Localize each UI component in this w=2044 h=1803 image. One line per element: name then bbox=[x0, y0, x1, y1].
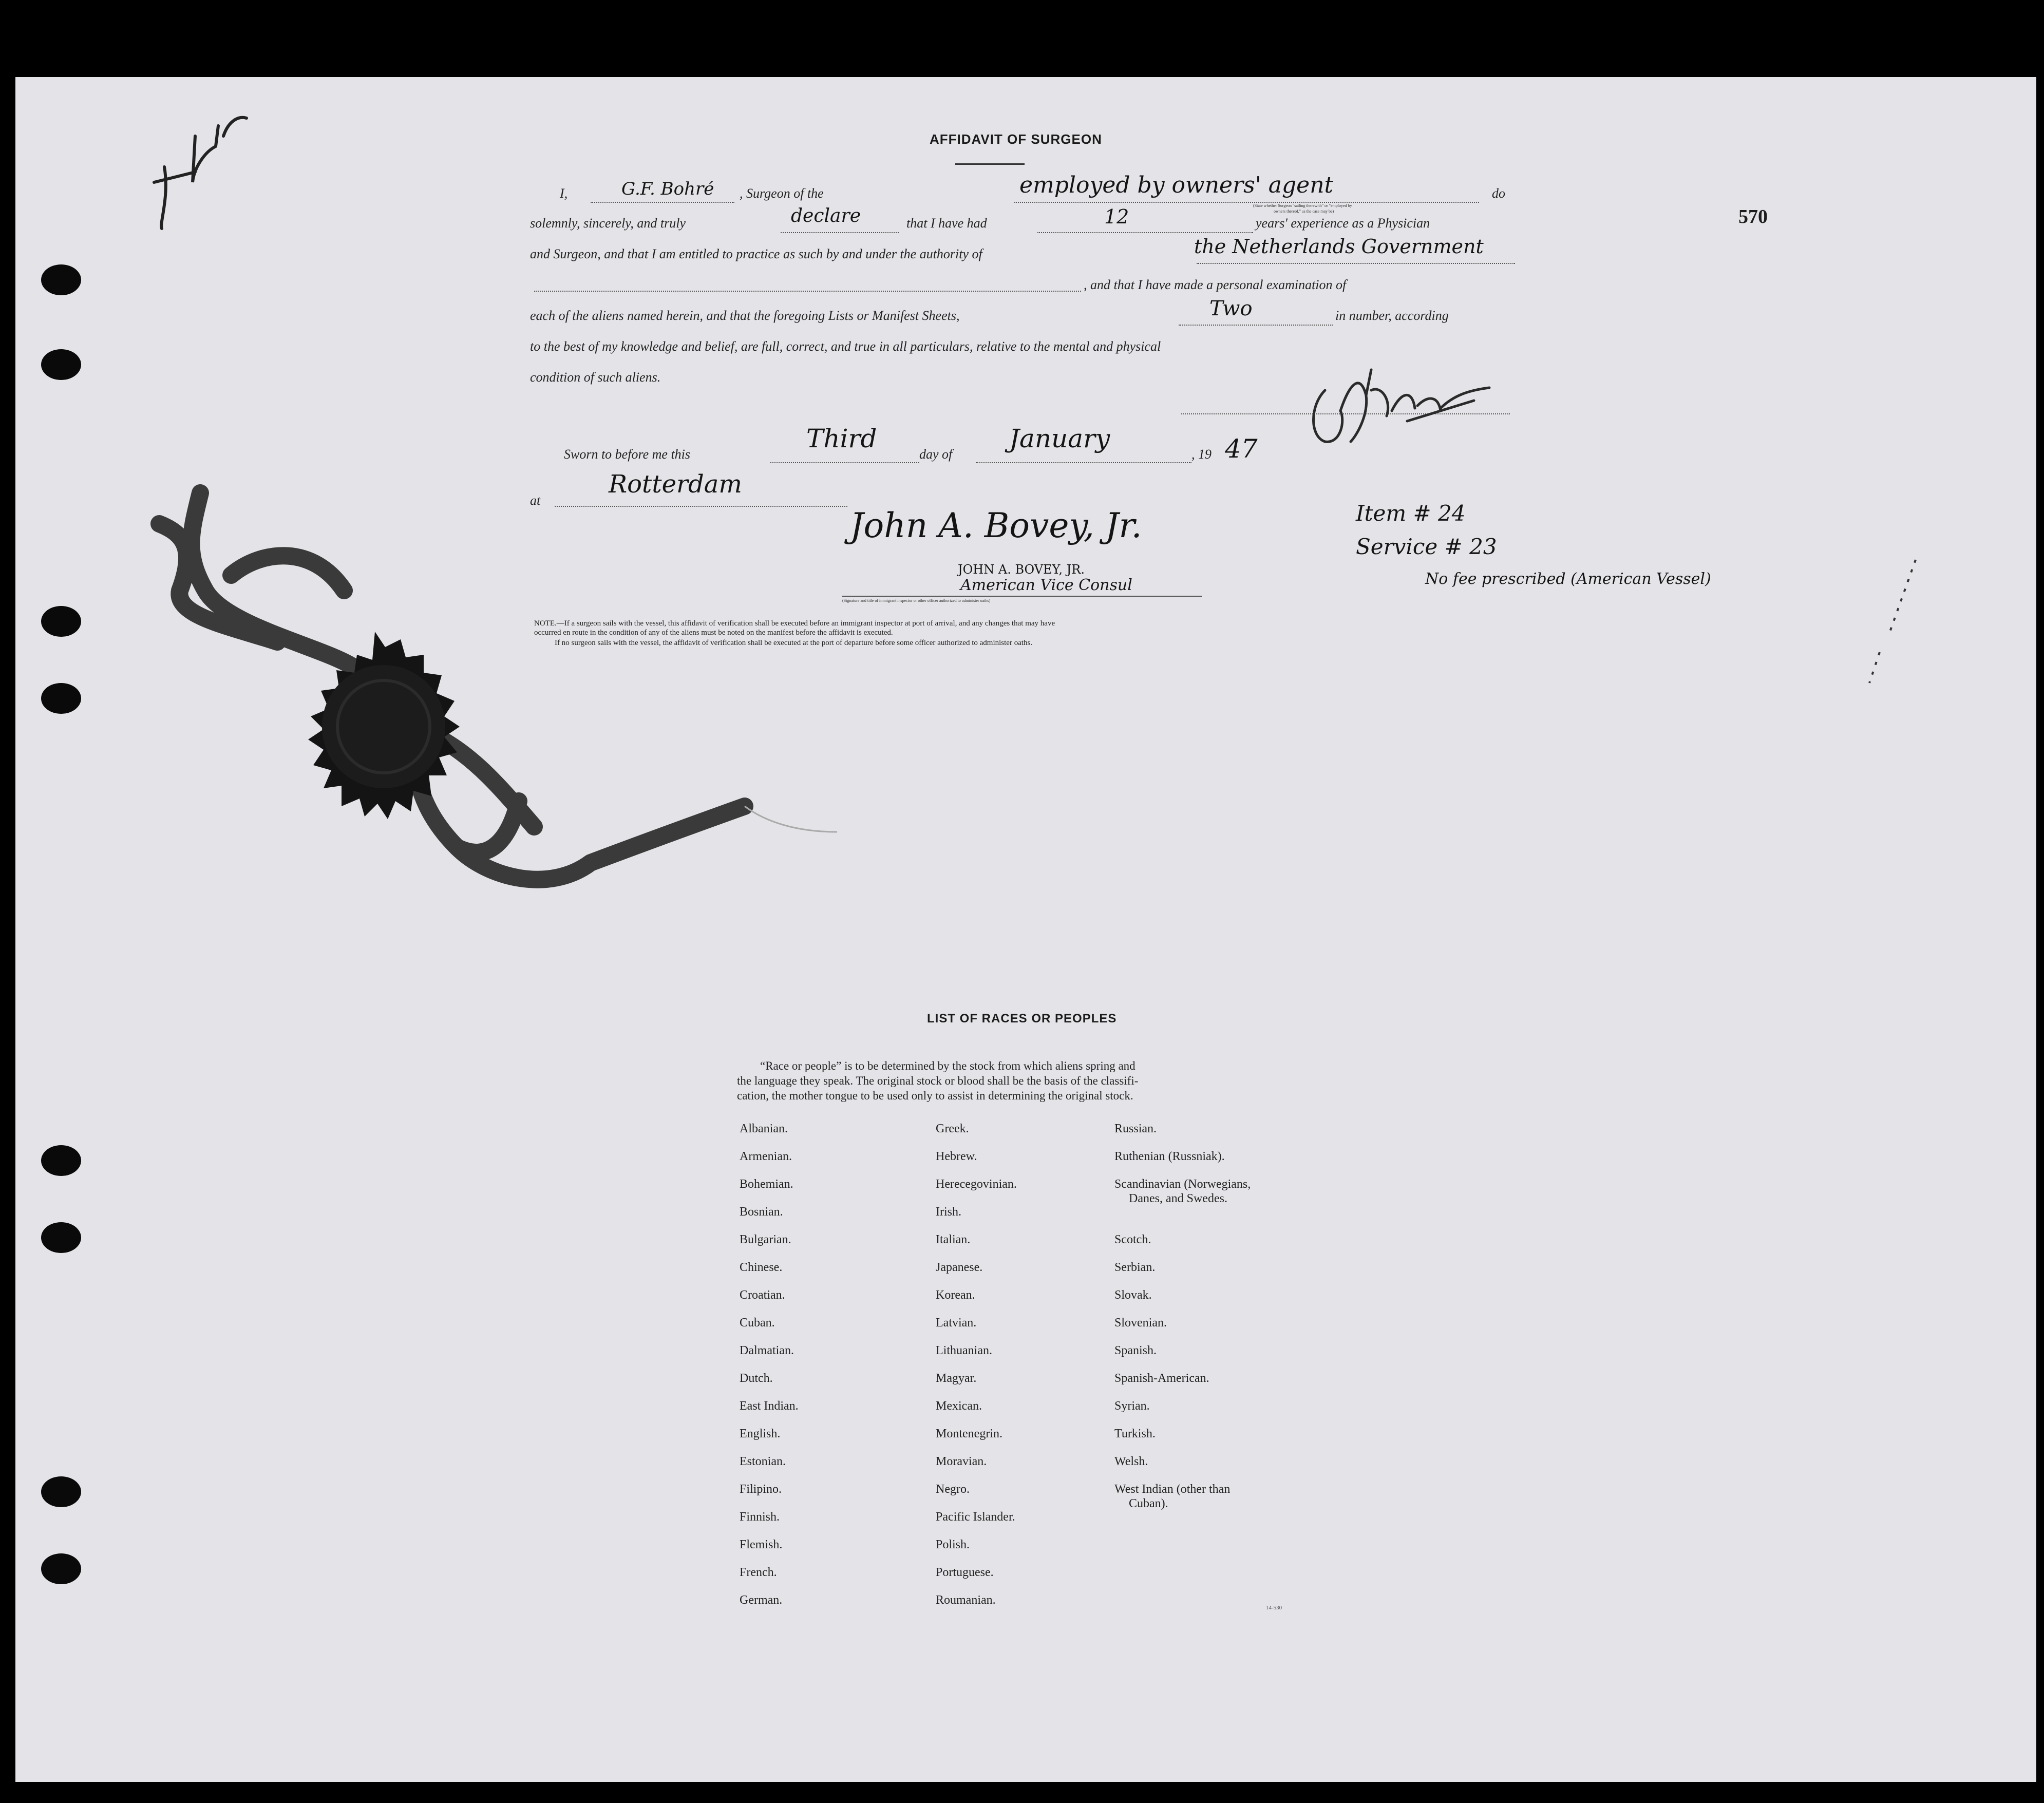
race-item: Chinese. bbox=[740, 1261, 783, 1274]
scan-specks bbox=[1859, 549, 1921, 688]
race-item: Ruthenian (Russniak). bbox=[1114, 1150, 1225, 1163]
race-item: Lithuanian. bbox=[936, 1344, 992, 1357]
race-item: Roumanian. bbox=[936, 1593, 996, 1607]
race-item: Armenian. bbox=[740, 1150, 792, 1163]
race-item: Croatian. bbox=[740, 1288, 785, 1302]
service-number: Service # 23 bbox=[1356, 534, 1497, 559]
race-item: Syrian. bbox=[1114, 1399, 1150, 1413]
document-page bbox=[15, 77, 2036, 1782]
authority-continued-blank bbox=[534, 291, 1081, 292]
day-of-text: day of bbox=[919, 447, 953, 462]
solemnly-text: solemnly, sincerely, and truly bbox=[530, 216, 686, 231]
binder-hole bbox=[41, 683, 81, 714]
and-surgeon-text: and Surgeon, and that I am entitled to practice as such by and under the authority of bbox=[530, 246, 982, 261]
years-blank bbox=[1037, 232, 1253, 233]
race-item: Spanish. bbox=[1114, 1344, 1157, 1357]
sworn-day-handwritten: Third bbox=[806, 424, 877, 453]
officer-title: American Vice Consul bbox=[960, 576, 1132, 594]
race-item: Albanian. bbox=[740, 1122, 788, 1135]
page-number: 570 bbox=[1738, 206, 1768, 227]
race-item: Polish. bbox=[936, 1538, 970, 1551]
race-item: Dalmatian. bbox=[740, 1344, 794, 1357]
sheets-blank bbox=[1179, 325, 1333, 326]
race-item: Italian. bbox=[936, 1233, 971, 1246]
race-item: Russian. bbox=[1114, 1122, 1157, 1135]
race-item: Cuban. bbox=[740, 1316, 775, 1330]
affidavit-title: AFFIDAVIT OF SURGEON bbox=[930, 131, 1102, 147]
best-knowledge-text: to the best of my knowledge and belief, are full, correct, and true in all particulars, relative to the mental and physical bbox=[530, 339, 1161, 354]
races-intro-1: “Race or people” is to be determined by the stock from which aliens spring and bbox=[760, 1059, 1135, 1072]
fee-note: No fee prescribed (American Vessel) bbox=[1425, 570, 1711, 588]
binder-hole bbox=[41, 1222, 81, 1253]
race-item: Bulgarian. bbox=[740, 1233, 791, 1246]
surgeon-name-blank bbox=[591, 202, 734, 203]
employed-blank bbox=[1014, 202, 1479, 203]
race-item: Korean. bbox=[936, 1288, 975, 1302]
officer-signature-line bbox=[842, 596, 1202, 597]
binder-hole bbox=[41, 1145, 81, 1176]
personal-exam-text: , and that I have made a personal examination of bbox=[1084, 277, 1347, 292]
race-item: Bosnian. bbox=[740, 1205, 783, 1219]
binder-hole bbox=[41, 349, 81, 380]
sworn-year-handwritten: 47 bbox=[1225, 434, 1258, 464]
officer-name: JOHN A. BOVEY, JR. bbox=[958, 562, 1085, 577]
years-experience-text: years' experience as a Physician bbox=[1256, 216, 1430, 231]
year-prefix-text: , 19 bbox=[1191, 447, 1212, 462]
declare-blank bbox=[781, 232, 899, 233]
race-item: Latvian. bbox=[936, 1316, 977, 1330]
race-item: Greek. bbox=[936, 1122, 969, 1135]
race-item: Finnish. bbox=[740, 1510, 780, 1524]
surgeon-of-text: , Surgeon of the bbox=[740, 186, 824, 201]
note-line-1: NOTE.—If a surgeon sails with the vessel, this affidavit of verification shall be executed before an immigrant inspector at port of arrival, and any changes that may have bbox=[534, 619, 1055, 628]
race-item: Estonian. bbox=[740, 1455, 786, 1468]
sworn-month-handwritten: January bbox=[1009, 424, 1110, 453]
race-item: Dutch. bbox=[740, 1372, 773, 1385]
surgeon-name-handwritten: G.F. Bohré bbox=[621, 179, 714, 199]
race-item: West Indian (other than bbox=[1114, 1483, 1231, 1496]
binder-hole bbox=[41, 1553, 81, 1584]
race-item: Welsh. bbox=[1114, 1455, 1148, 1468]
authority-blank bbox=[1197, 263, 1515, 264]
race-item: Japanese. bbox=[936, 1261, 983, 1274]
sheets-count-handwritten: Two bbox=[1209, 297, 1253, 320]
race-item: Turkish. bbox=[1114, 1427, 1156, 1440]
race-item: Scotch. bbox=[1114, 1233, 1151, 1246]
corner-initials-mark bbox=[139, 105, 257, 239]
races-title: LIST OF RACES OR PEOPLES bbox=[927, 1012, 1117, 1026]
race-item: Spanish-American. bbox=[1114, 1372, 1209, 1385]
race-item: Irish. bbox=[936, 1205, 961, 1219]
race-item: Montenegrin. bbox=[936, 1427, 1002, 1440]
race-item: Herecegovinian. bbox=[936, 1178, 1017, 1191]
race-item: Filipino. bbox=[740, 1483, 782, 1496]
race-item: Pacific Islander. bbox=[936, 1510, 1015, 1524]
race-item: Mexican. bbox=[936, 1399, 982, 1413]
at-text: at bbox=[530, 493, 541, 508]
form-number: 14-530 bbox=[1266, 1605, 1282, 1611]
sworn-month-blank bbox=[976, 462, 1191, 463]
race-item: Slovenian. bbox=[1114, 1316, 1167, 1330]
race-item: Flemish. bbox=[740, 1538, 783, 1551]
race-item: Negro. bbox=[936, 1483, 970, 1496]
race-item: Bohemian. bbox=[740, 1178, 793, 1191]
item-number: Item # 24 bbox=[1356, 501, 1466, 526]
line-i: I, bbox=[560, 186, 568, 201]
do-text: do bbox=[1492, 186, 1505, 201]
have-had-text: that I have had bbox=[906, 216, 987, 231]
race-item: Hebrew. bbox=[936, 1150, 977, 1163]
race-item: German. bbox=[740, 1593, 783, 1607]
note-line-3: If no surgeon sails with the vessel, the affidavit of verification shall be executed at the port of departure before some officer authorized to administer oaths. bbox=[555, 639, 1033, 647]
race-item: East Indian. bbox=[740, 1399, 799, 1413]
wax-seal-ribbon bbox=[128, 472, 847, 924]
note-line-2: occurred en route in the condition of any of the aliens must be noted on the manifest before the affidavit is executed. bbox=[534, 629, 893, 637]
authority-handwritten: the Netherlands Government bbox=[1194, 235, 1484, 258]
race-item: Slovak. bbox=[1114, 1288, 1152, 1302]
binder-hole bbox=[41, 1476, 81, 1507]
status-note-1: (State whether Surgeon "sailing therewith" or "employed by bbox=[1253, 203, 1352, 208]
race-item: Cuban). bbox=[1129, 1497, 1168, 1510]
in-number-text: in number, according bbox=[1335, 308, 1449, 323]
status-note-2: owners thereof," as the case may be) bbox=[1274, 209, 1334, 214]
years-handwritten: 12 bbox=[1104, 205, 1129, 228]
race-item: English. bbox=[740, 1427, 781, 1440]
title-rule bbox=[955, 163, 1025, 165]
binder-hole bbox=[41, 606, 81, 637]
sworn-day-blank bbox=[770, 462, 919, 463]
races-intro-3: cation, the mother tongue to be used only to assist in determining the original stock. bbox=[737, 1089, 1133, 1102]
officer-signature: John A. Bovey, Jr. bbox=[850, 506, 1142, 545]
surgeon-signature bbox=[1304, 359, 1500, 452]
employed-by-handwritten: employed by owners' agent bbox=[1019, 172, 1334, 198]
race-item: Magyar. bbox=[936, 1372, 977, 1385]
condition-text: condition of such aliens. bbox=[530, 370, 661, 385]
race-item: Serbian. bbox=[1114, 1261, 1156, 1274]
sworn-text: Sworn to before me this bbox=[564, 447, 691, 462]
race-item: Portuguese. bbox=[936, 1566, 994, 1579]
officer-caption: (Signature and title of immigrant inspector or other officer authorized to administer oaths) bbox=[842, 598, 991, 603]
declare-handwritten: declare bbox=[791, 205, 861, 226]
race-item: French. bbox=[740, 1566, 777, 1579]
race-item: Moravian. bbox=[936, 1455, 987, 1468]
race-item: Scandinavian (Norwegians, bbox=[1114, 1178, 1251, 1191]
races-intro-2: the language they speak. The original stock or blood shall be the basis of the classifi- bbox=[737, 1074, 1139, 1087]
race-item: Danes, and Swedes. bbox=[1129, 1192, 1227, 1205]
binder-hole bbox=[41, 264, 81, 295]
place-handwritten: Rotterdam bbox=[609, 470, 742, 499]
each-aliens-text: each of the aliens named herein, and that the foregoing Lists or Manifest Sheets, bbox=[530, 308, 960, 323]
